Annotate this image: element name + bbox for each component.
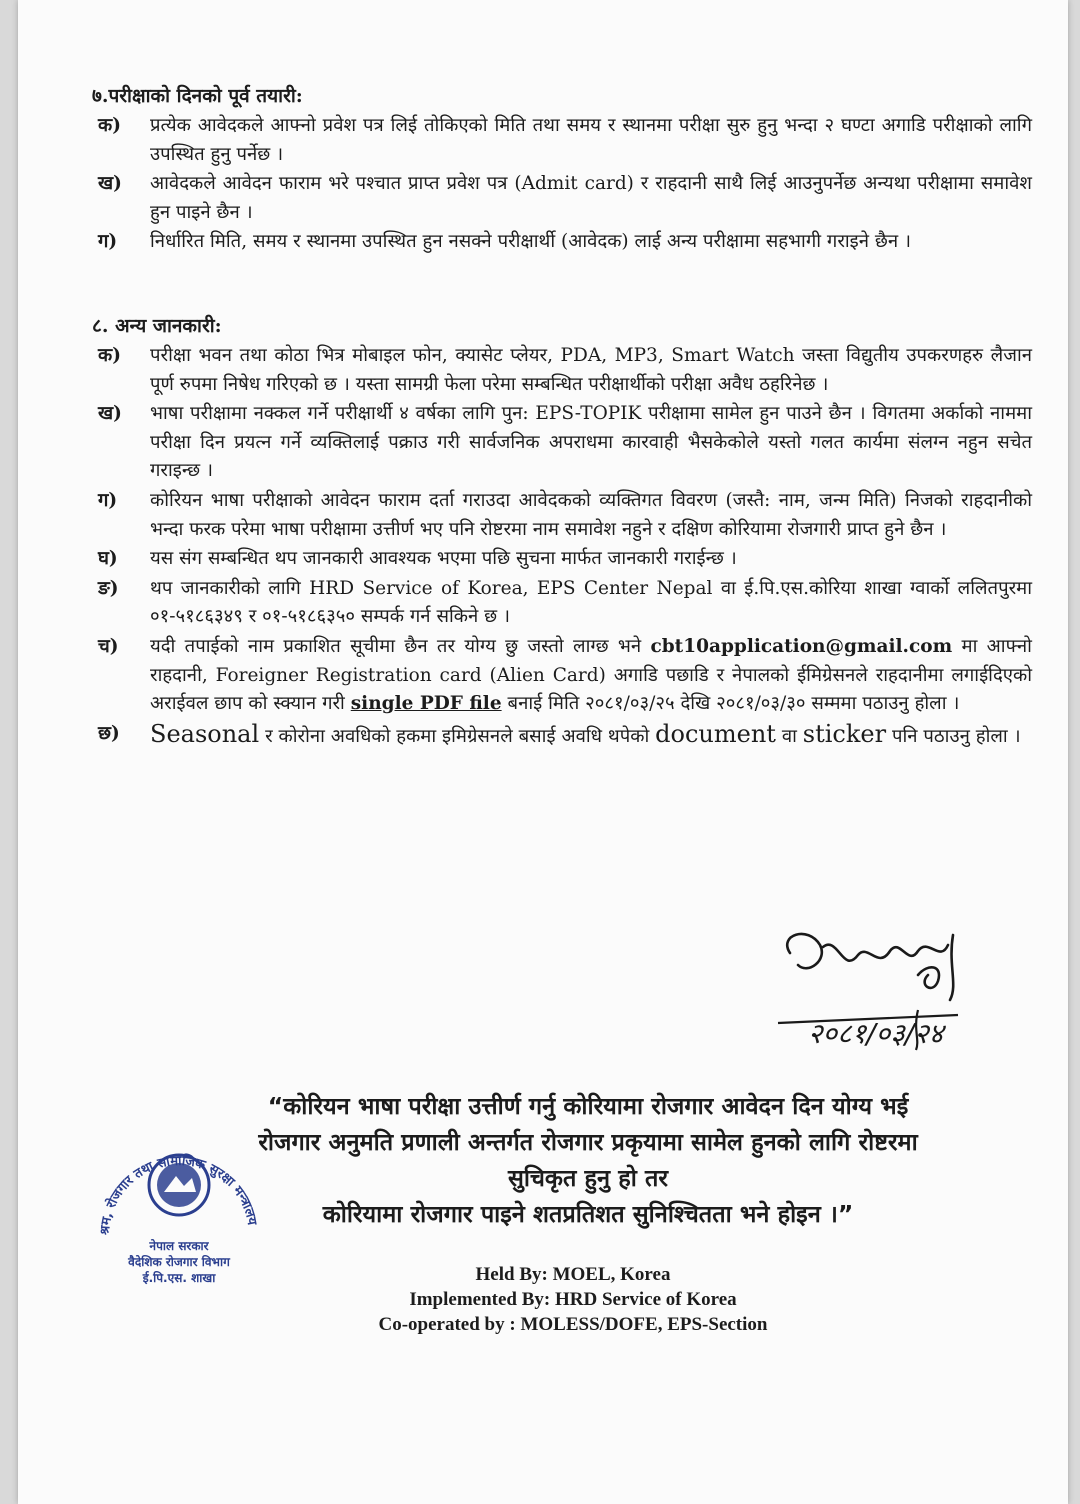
credits-block [318,1262,828,1337]
stamp-text: वैदेशिक रोजगार विभाग [128,1255,230,1269]
government-stamp [84,1140,274,1300]
list-item [92,575,1032,632]
text-part: वा [781,725,797,747]
list-item [92,170,1032,227]
list-item [92,228,1032,257]
text-part: बनाई मिति २०८१/०३/२५ देखि २०८१/०३/३० सम्ममा पठाउनु होला । [507,693,960,715]
list-item [92,487,1032,544]
section-other-information [92,312,1032,752]
item-text: आवेदकले आवेदन फाराम भरे पश्चात प्राप्त प्रवेश पत्र (Admit card) र राहदानी साथै लिई आउनुपर्नेछ अन्यथा परीक्षामा समावेश हुन पाइने छैन । [150,173,1032,223]
pdf-emphasis: single PDF file [350,693,502,715]
item-text: भाषा परीक्षामा नक्कल गर्ने परीक्षार्थी ४ वर्षका लागि पुन: EPS-TOPIK परीक्षामा सामेल हुन पाउने छैन । विगतमा अर्काको नाममा परीक्षा दिन प्रयत्न गर्ने व्यक्तिलाई पक्राउ गरी सार्वजनिक अपराधमा कारवाही भैसकेकोले यस्तो गलत कार्यमा संलग्न नहुन सचेत गराइन्छ । [150,403,1032,482]
item-marker: क) [98,115,121,136]
list-item [92,400,1032,486]
item-marker: ख) [98,173,122,195]
item-marker: घ) [98,548,118,570]
item-marker: ग) [98,489,118,511]
item-marker: क) [98,345,121,366]
list-item [92,342,1032,399]
item-text [150,633,1032,719]
item-marker: ङ) [98,577,119,599]
item-text: परीक्षा भवन तथा कोठा भित्र मोबाइल फोन, क्यासेट प्लेयर, PDA, MP3, Smart Watch जस्ता विद्युतीय उपकरणहरु लैजान पूर्ण रुपमा निषेध गरिएको छ । यस्ता सामग्री फेला परेमा सम्बन्धित परीक्षार्थीको परीक्षा अवैध ठहरिनेछ । [150,345,1032,395]
emphasis-word: sticker [802,719,887,748]
item-marker: च) [98,635,119,657]
item-text: निर्धारित मिति, समय र स्थानमा उपस्थित हुन नसक्ने परीक्षार्थी (आवेदक) लाई अन्य परीक्षामा सहभागी गराइने छैन । [150,231,912,253]
item-text [150,720,1032,752]
quote-line: कोरियामा रोजगार पाइने शतप्रतिशत सुनिश्चितता भने होइन ।” [322,1200,854,1228]
quote-line: “कोरियन भाषा परीक्षा उत्तीर्ण गर्नु कोरियामा रोजगार आवेदन दिन योग्य भई [267,1092,909,1120]
held-by: Held By: MOEL, Korea [475,1264,671,1285]
emphasis-word: Seasonal [150,719,260,748]
quote-line: सुचिकृत हुनु हो तर [508,1164,668,1192]
stamp-text: नेपाल सरकार [149,1239,209,1253]
text-part: मा आफ्नो राहदानी, Foreigner Registration card (Alien Card) अगाडि पछाडि र नेपालको ईमिग्रेसनले राहदानीमा लगाईदिएको अराईवल छाप को स्क्यान गरी [150,635,1032,715]
section-heading: ८. अन्य जानकारी: [92,315,222,337]
section-heading: ७.परीक्षाको दिनको पूर्व तयारी: [92,85,303,107]
cooperated-by: Co-operated by : MOLESS/DOFE, EPS-Section [378,1314,768,1335]
item-marker: ग) [98,231,118,253]
text-part: पनि पठाउनु होला । [891,725,1021,747]
signature-stroke [787,934,953,1000]
list-item [92,545,1032,574]
list-item-seasonal [92,720,1032,752]
item-text: कोरियन भाषा परीक्षाको आवेदन फाराम दर्ता गराउदा आवेदकको व्यक्तिगत विवरण (जस्तै: नाम, जन्म मिति) निजको राहदानीको भन्दा फरक परेमा भाषा परीक्षामा उत्तीर्ण भए पनि रोष्टरमा नाम समावेश नहुने र दक्षिण कोरियामा रोजगारी प्राप्त हुने छैन । [150,489,1032,540]
item-marker: छ) [98,722,120,744]
item-text: यस संग सम्बन्धित थप जानकारी आवश्यक भएमा पछि सुचना मार्फत जानकारी गराईन्छ । [150,548,737,570]
signature [768,915,1068,1065]
item-text: थप जानकारीको लागि HRD Service of Korea, EPS Center Nepal वा ई.पि.एस.कोरिया शाखा ग्वार्को ललितपुरमा ०१-५१८६३४९ र ०१-५१८६३५० सम्पर्क गर्न सकिने छ । [150,577,1032,628]
document-page [18,0,1068,1504]
stamp-text: ई.पि.एस. शाखा [142,1271,216,1285]
item-marker: ख) [98,403,122,425]
implemented-by: Implemented By: HRD Service of Korea [409,1289,737,1310]
email-address: cbt10application@gmail.com [650,635,953,657]
stamp-arc-text: श्रम, रोजगार तथा सामाजिक सुरक्षा मन्त्रालय [97,1153,260,1236]
list-item-email-instructions [92,633,1032,719]
quote-line: रोजगार अनुमति प्रणाली अन्तर्गत रोजगार प्रकृयामा सामेल हुनको लागि रोष्टरमा [258,1128,918,1156]
disclaimer-quote [148,1088,1028,1232]
signature-date: २०८१/०३/२४ [808,1017,944,1050]
text-part: यदी तपाईको नाम प्रकाशित सूचीमा छैन तर योग्य छु जस्तो लाग्छ भने [150,635,642,657]
item-text: प्रत्येक आवेदकले आफ्नो प्रवेश पत्र लिई तोकिएको मिति तथा समय र स्थानमा परीक्षा सुरु हुनु भन्दा २ घण्टा अगाडि परीक्षाको लागि उपस्थित हुनु पर्नेछ । [150,115,1032,165]
list-item [92,112,1032,169]
section-exam-day-preparation [92,82,1032,258]
text-part: र कोरोना अवधिको हकमा इमिग्रेसनले बसाई अवधि थपेको [265,725,650,747]
emphasis-word: document [655,719,776,748]
